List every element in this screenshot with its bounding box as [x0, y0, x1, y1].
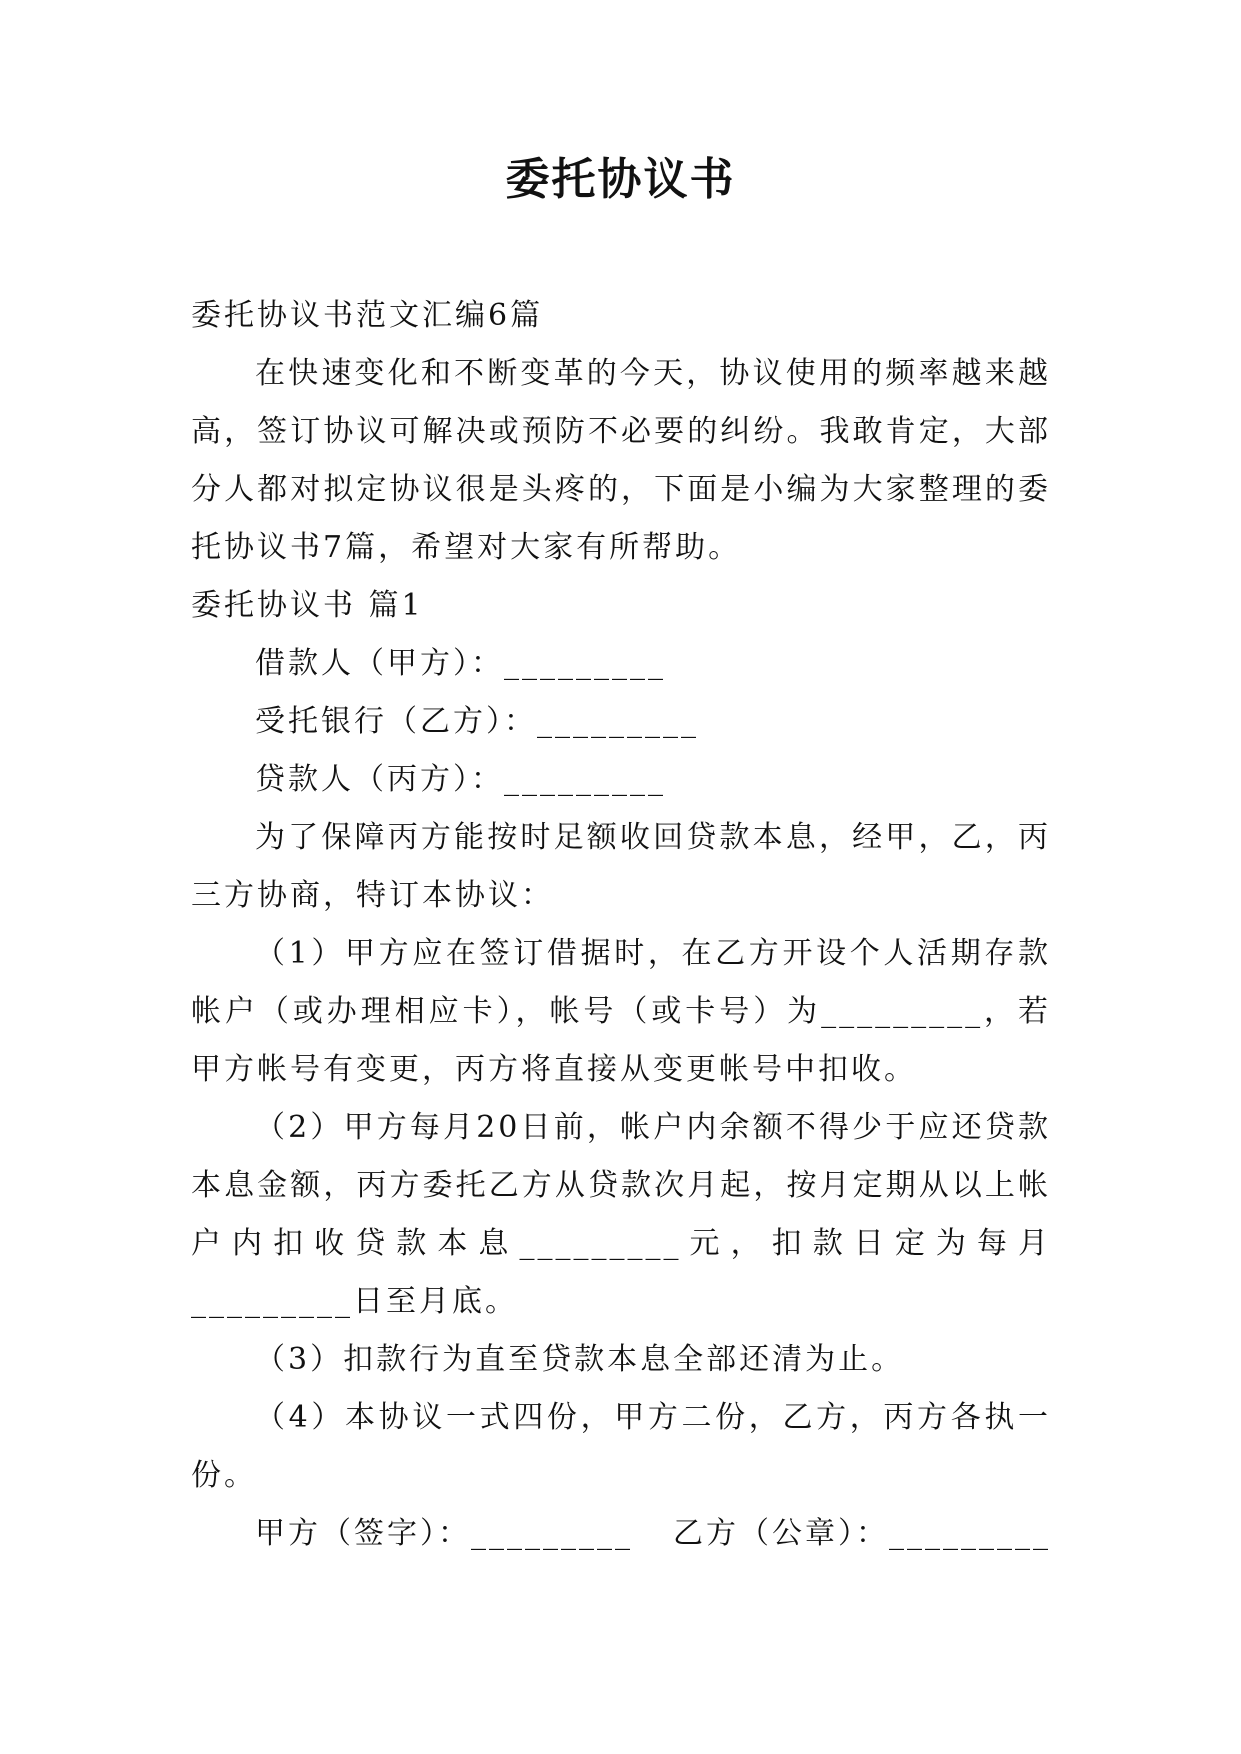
clause-2: （2）甲方每月20日前，帐户内余额不得少于应还贷款本息金额，丙方委托乙方从贷款次月起，按月定期从以上帐户内扣收贷款本息_________元，扣款日定为每月_________日至月底。	[191, 1110, 1051, 1319]
document-title: 委托协议书	[505, 154, 736, 205]
intro-paragraph: 在快速变化和不断变革的今天，协议使用的频率越来越高，签订协议可解决或预防不必要的纠纷。我敢肯定，大部分人都对拟定协议很是头疼的，下面是小编为大家整理的委托协议书7篇，希望对大家有所帮助。	[191, 356, 1051, 565]
party-b-seal: 乙方（公章）：_________	[673, 1516, 1051, 1551]
party-a-signature: 甲方（签字）：_________	[255, 1516, 633, 1551]
lender-line: 贷款人（丙方）：_________	[255, 762, 666, 797]
clause-4: （4）本协议一式四份，甲方二份，乙方，丙方各执一份。	[191, 1400, 1051, 1493]
collection-heading: 委托协议书范文汇编6篇	[191, 298, 544, 333]
clause-3: （3）扣款行为直至贷款本息全部还清为止。	[255, 1342, 905, 1377]
clause-1: （1）甲方应在签订借据时，在乙方开设个人活期存款帐户（或办理相应卡），帐号（或卡号）为_________，若甲方帐号有变更，丙方将直接从变更帐号中扣收。	[191, 936, 1051, 1087]
section-heading: 委托协议书 篇1	[191, 588, 424, 623]
trustee-bank-line: 受托银行（乙方）：_________	[255, 704, 699, 739]
purpose-paragraph: 为了保障丙方能按时足额收回贷款本息，经甲，乙，丙三方协商，特订本协议：	[191, 820, 1051, 913]
signature-row	[191, 1505, 1051, 1563]
document-body	[191, 287, 1051, 1563]
borrower-line: 借款人（甲方）：_________	[255, 646, 666, 681]
